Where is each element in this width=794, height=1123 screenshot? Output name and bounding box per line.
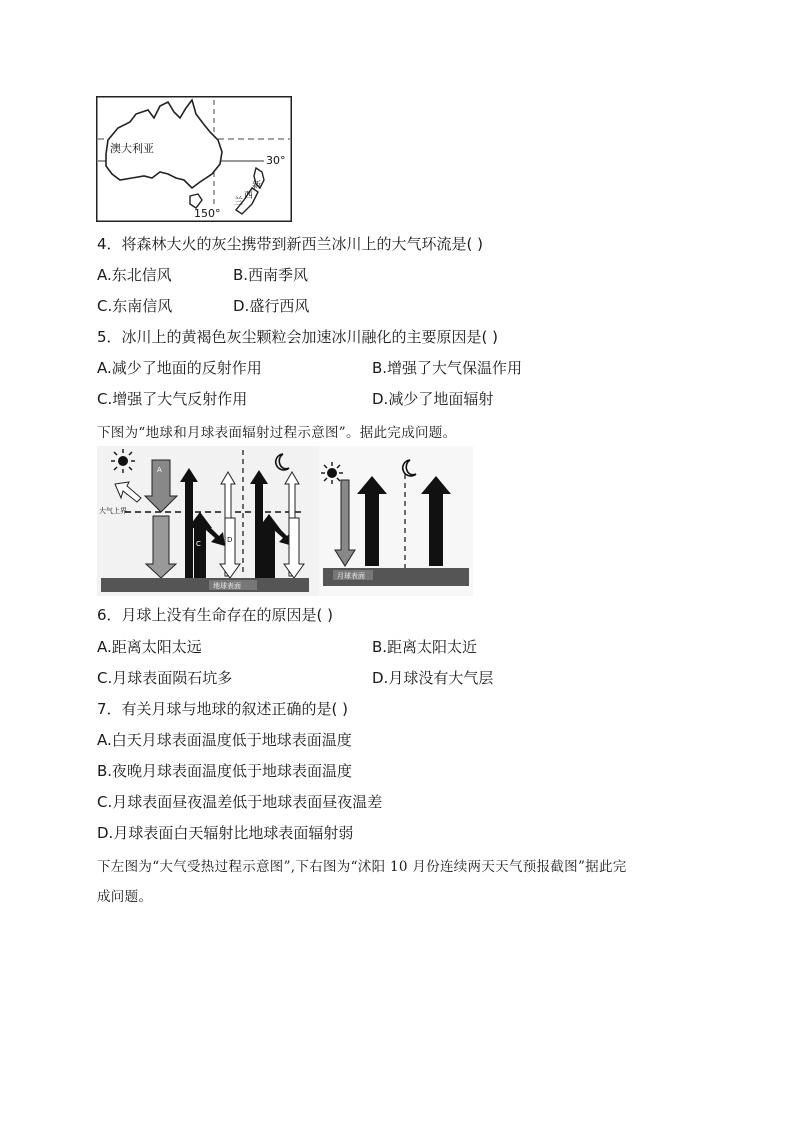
radiation-figure (97, 446, 473, 596)
intro-atmosphere-heating-line1: 下左图为“大气受热过程示意图”,下右图为“沭阳 10 月份连续两天天气预报截图”据此完 (97, 859, 627, 875)
label-arrow-d: D (227, 536, 233, 544)
australia-map (96, 96, 292, 222)
intro-radiation: 下图为“地球和月球表面辐射过程示意图”。据此完成问题。 (97, 425, 457, 441)
q6-stem: 6．月球上没有生命存在的原因是( ) (97, 606, 334, 624)
intro-atmosphere-heating-line2: 成问题。 (97, 889, 153, 905)
radiation-diagram (97, 446, 473, 596)
q4-option-a: A.东北信风 (97, 266, 172, 284)
q5-option-c: C.增强了大气反射作用 (97, 390, 248, 408)
map-label-nz-2: 西 (244, 191, 254, 201)
q7-option-a: A.白天月球表面温度低于地球表面温度 (97, 731, 352, 749)
q7-stem: 7．有关月球与地球的叙述正确的是( ) (97, 700, 349, 718)
label-arrow-a: A (157, 466, 162, 474)
q4-stem: 4．将森林大火的灰尘携带到新西兰冰川上的大气环流是( ) (97, 235, 484, 253)
q4-option-b: B.西南季风 (233, 266, 309, 284)
q5-stem: 5．冰川上的黄褐色灰尘颗粒会加速冰川融化的主要原因是( ) (97, 328, 499, 346)
label-arrow-c: C (196, 540, 201, 548)
q7-option-c: C.月球表面昼夜温差低于地球表面昼夜温差 (97, 793, 383, 811)
q6-option-a: A.距离太阳太远 (97, 638, 202, 656)
sun-icon (111, 449, 135, 473)
map-label-nz-1: 新 (252, 181, 262, 191)
q5-option-d: D.减少了地面辐射 (372, 390, 494, 408)
q6-option-d: D.月球没有大气层 (372, 669, 494, 687)
map-label-lon: 150° (194, 207, 221, 220)
label-moon-surface: 月球表面 (337, 572, 365, 580)
label-atmosphere-top: 大气上界 (99, 507, 127, 515)
q4-option-c: C.东南信风 (97, 297, 173, 315)
q6-option-c: C.月球表面陨石坑多 (97, 669, 233, 687)
moon-panel (319, 446, 473, 596)
q7-option-b: B.夜晚月球表面温度低于地球表面温度 (97, 762, 353, 780)
q7-option-d: D.月球表面白天辐射比地球表面辐射弱 (97, 824, 354, 842)
q5-option-a: A.减少了地面的反射作用 (97, 359, 262, 377)
q5-option-b: B.增强了大气保温作用 (372, 359, 523, 377)
q4-option-d: D.盛行西风 (233, 297, 310, 315)
sun-icon (321, 462, 343, 484)
map-label-nz-3: 兰 (234, 197, 244, 207)
australia-map-figure (96, 96, 292, 222)
map-label-lat: 30° (266, 154, 286, 167)
label-earth-surface: 地球表面 (213, 582, 241, 590)
q6-option-b: B.距离太阳太近 (372, 638, 478, 656)
map-label-australia: 澳大利亚 (110, 142, 154, 155)
